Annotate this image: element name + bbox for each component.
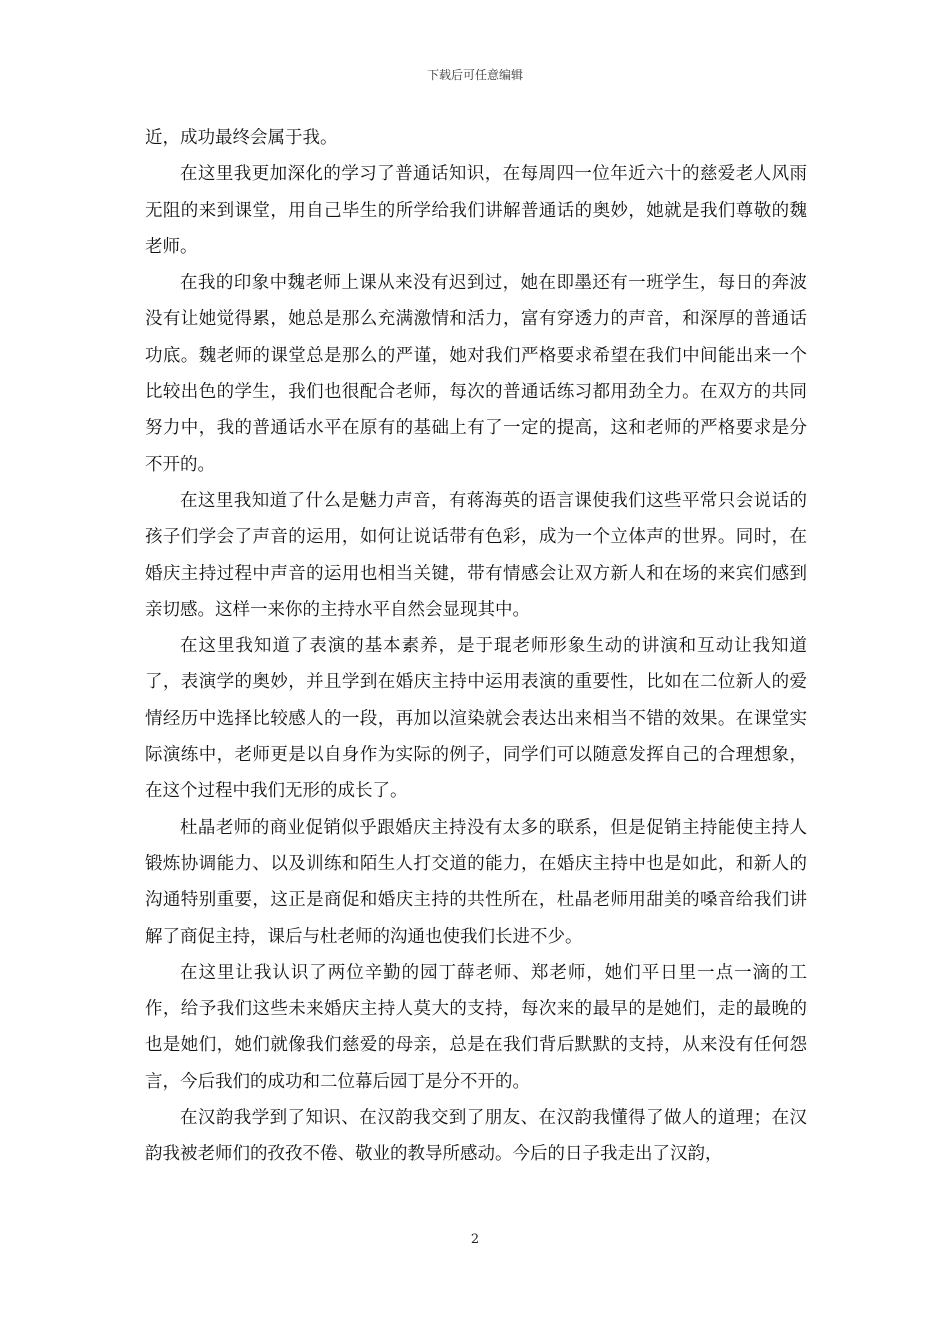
- page-number: 2: [470, 1232, 480, 1247]
- document-body: [145, 120, 807, 1173]
- paragraph: 杜晶老师的商业促销似乎跟婚庆主持没有太多的联系，但是促销主持能使主持人锻炼协调能力、以及训练和陌生人打交道的能力，在婚庆主持中也是如此，和新人的沟通特别重要，这正是商促和婚庆主持的共性所在，杜晶老师用甜美的嗓音给我们讲解了商促主持，课后与杜老师的沟通也使我们长进不少。: [145, 817, 807, 947]
- paragraph: 在这里我知道了什么是魅力声音，有蒋海英的语言课使我们这些平常只会说话的孩子们学会了声音的运用，如何让说话带有色彩，成为一个立体声的世界。同时，在婚庆主持过程中声音的运用也相当关键，带有情感会让双方新人和在场的来宾们感到亲切感。这样一来你的主持水平自然会显现其中。: [145, 490, 807, 620]
- paragraph: 在这里我更加深化的学习了普通话知识，在每周四一位年近六十的慈爱老人风雨无阻的来到课堂，用自己毕生的所学给我们讲解普通话的奥妙，她就是我们尊敬的魏老师。: [145, 164, 807, 257]
- paragraph: 在这里我知道了表演的基本素养，是于琨老师形象生动的讲演和互动让我知道了，表演学的奥妙，并且学到在婚庆主持中运用表演的重要性，比如在二位新人的爱情经历中选择比较感人的一段，再加以渲染就会表达出来相当不错的效果。在课堂实际演练中，老师更是以自身作为实际的例子，同学们可以随意发挥自己的合理想象，在这个过程中我们无形的成长了。: [145, 636, 807, 802]
- page-header: 下载后可任意编辑: [426, 68, 523, 82]
- paragraph: 在这里让我认识了两位辛勤的园丁薛老师、郑老师，她们平日里一点一滴的工作，给予我们这些未来婚庆主持人莫大的支持，每次来的最早的是她们，走的最晚的也是她们，她们就像我们慈爱的母亲，总是在我们背后默默的支持，从来没有任何怨言，今后我们的成功和二位幕后园丁是分不开的。: [145, 962, 807, 1092]
- paragraph: 在我的印象中魏老师上课从来没有迟到过，她在即墨还有一班学生，每日的奔波没有让她觉得累，她总是那么充满激情和活力，富有穿透力的声音，和深厚的普通话功底。魏老师的课堂总是那么的严谨，她对我们严格要求希望在我们中间能出来一个比较出色的学生，我们也很配合老师，每次的普通话练习都用劲全力。在双方的共同努力中，我的普通话水平在原有的基础上有了一定的提高，这和老师的严格要求是分不开的。: [145, 273, 807, 475]
- paragraph: 近，成功最终会属于我。: [145, 128, 338, 148]
- paragraph: 在汉韵我学到了知识、在汉韵我交到了朋友、在汉韵我懂得了做人的道理；在汉韵我被老师们的孜孜不倦、敬业的教导所感动。今后的日子我走出了汉韵，: [145, 1108, 807, 1165]
